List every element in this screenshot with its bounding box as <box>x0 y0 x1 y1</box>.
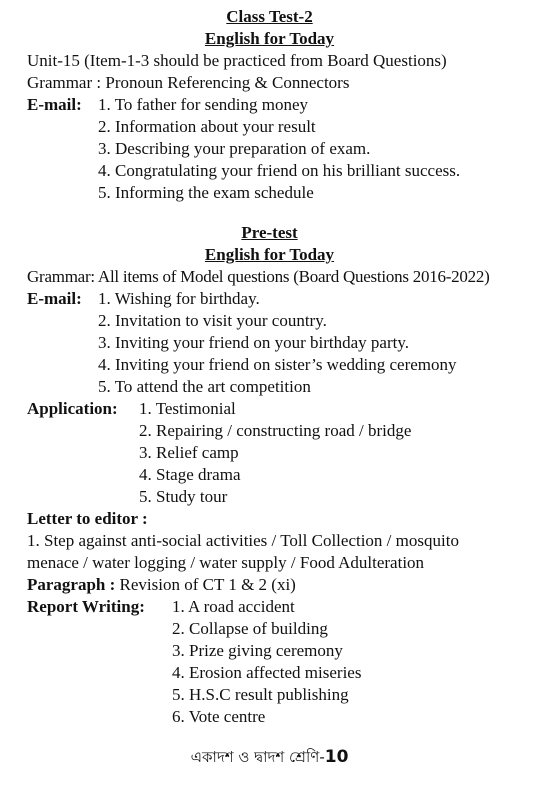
pretest-title: Pre-test <box>241 223 298 242</box>
report-item: 2. Collapse of building <box>172 619 328 638</box>
page-number: 10 <box>324 747 349 767</box>
letter-line: 1. Step against anti-social activities / Toll Collection / mosquito <box>27 531 459 550</box>
report-item: 3. Prize giving ceremony <box>172 641 343 660</box>
application-label: Application: <box>27 399 118 418</box>
paragraph-label: Paragraph : <box>27 575 116 594</box>
class-test-subtitle: English for Today <box>204 29 335 48</box>
report-item: 6. Vote centre <box>172 707 266 726</box>
email-item: 3. Describing your preparation of exam. <box>98 139 371 158</box>
application-item: 4. Stage drama <box>139 465 241 484</box>
application-item: 5. Study tour <box>139 487 228 506</box>
report-item: 1. A road accident <box>172 597 295 616</box>
unit-line: Unit-15 (Item-1-3 should be practiced from Board Questions) <box>27 51 447 70</box>
report-item: 5. H.S.C result publishing <box>172 685 349 704</box>
application-item: 1. Testimonial <box>139 399 236 418</box>
report-item: 4. Erosion affected miseries <box>172 663 362 682</box>
email-item: 4. Congratulating your friend on his brilliant success. <box>98 161 461 180</box>
paragraph-line <box>27 574 296 596</box>
pretest-subtitle: English for Today <box>204 245 335 264</box>
email-label: E-mail: <box>27 95 82 114</box>
email-label: E-mail: <box>27 289 82 308</box>
paragraph-text: Revision of CT 1 & 2 (xi) <box>119 575 296 594</box>
letter-line: menace / water logging / water supply / Food Adulteration <box>27 553 425 572</box>
email-item: 4. Inviting your friend on sister’s wedding ceremony <box>98 355 457 374</box>
report-label: Report Writing: <box>27 597 145 616</box>
pretest-grammar-line: Grammar: All items of Model questions (Board Questions 2016-2022) <box>27 267 490 286</box>
email-item: 5. To attend the art competition <box>98 377 311 396</box>
footer-text: একাদশ ও দ্বাদশ শ্রেণি- <box>190 748 325 766</box>
email-item: 1. To father for sending money <box>98 95 309 114</box>
email-item: 2. Invitation to visit your country. <box>98 311 327 330</box>
email-item: 1. Wishing for birthday. <box>98 289 260 308</box>
class-test-title: Class Test-2 <box>226 7 313 26</box>
grammar-line: Grammar : Pronoun Referencing & Connectors <box>27 73 350 92</box>
application-item: 3. Relief camp <box>139 443 239 462</box>
application-item: 2. Repairing / constructing road / bridge <box>139 421 412 440</box>
email-item: 3. Inviting your friend on your birthday party. <box>98 333 409 352</box>
letter-label: Letter to editor : <box>27 509 148 528</box>
page-footer <box>0 746 539 768</box>
email-item: 5. Informing the exam schedule <box>98 183 314 202</box>
email-item: 2. Information about your result <box>98 117 316 136</box>
